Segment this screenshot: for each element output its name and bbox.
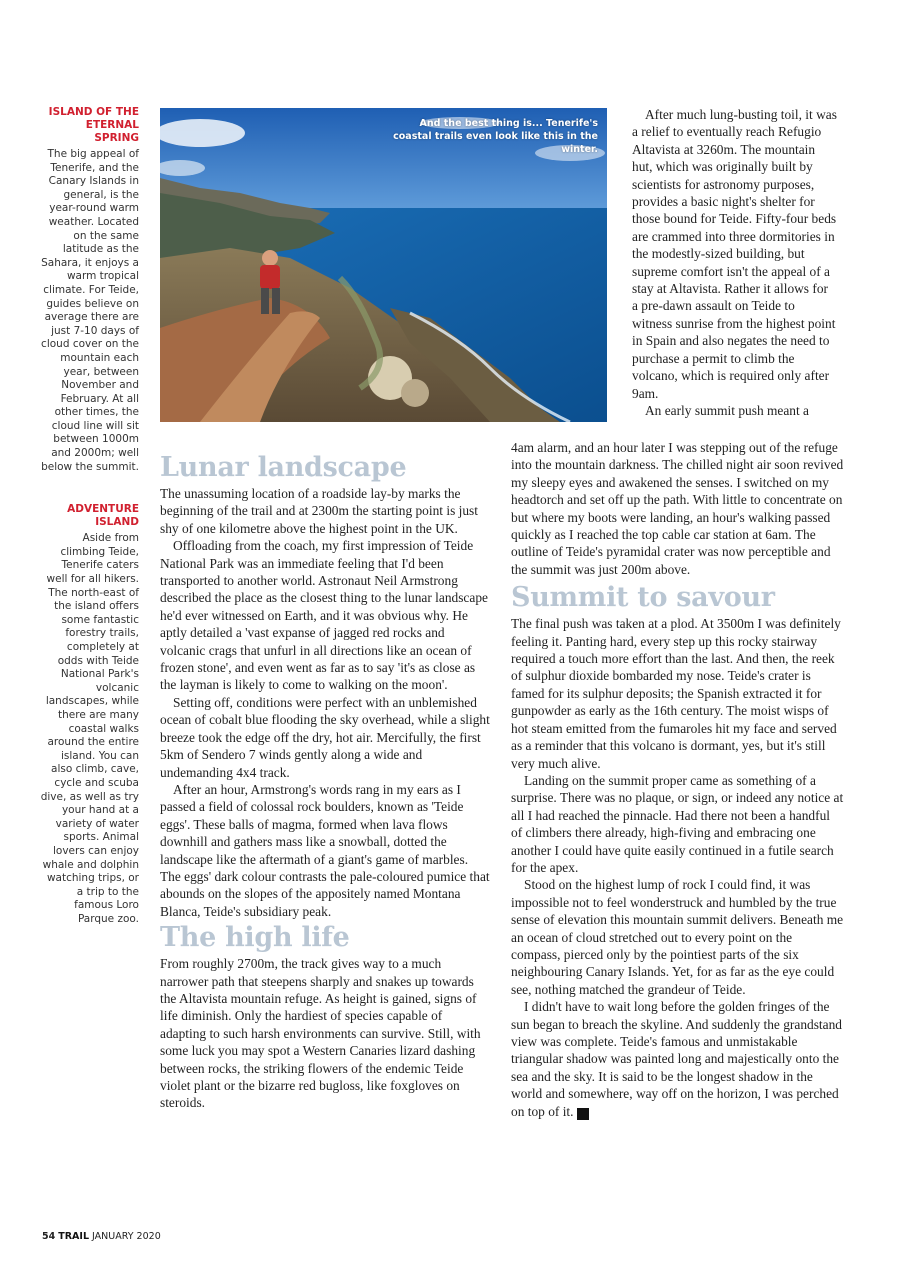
article-paragraph: From roughly 2700m, the track gives way to a much narrower path that steepens sharply and snakes up towards the Altavista mountain refuge. As height is gained, signs of life diminish. Only the hardiest of species capable of adapting to such harsh environments can survive. Still, with some luck you may spot a Western Canaries lizard dashing between rocks, the striking flowers of the endemic Teide violet plant or the bizarre red bugloss, like foxgloves on steroids.	[160, 956, 481, 1111]
article-right-column	[511, 439, 844, 1120]
article-paragraph: The unassuming location of a roadside lay-by marks the beginning of the trail and at 2300m the starting point is just shy of one kilometre above the highest point in the UK.	[160, 486, 478, 536]
sidebar-text: The big appeal of Tenerife, and the Canary Islands in general, is the year-round warm weather. Located on the same latitude as the Sahara, it enjoys a warm tropical climate. For Teide, guides believe on average there are just 7-10 days of cloud cover on the mountain each year, between November and February. At all other times, the cloud line will sit between 1000m and 2000m; well below the summit.	[41, 148, 139, 473]
page-footer	[42, 1231, 161, 1242]
sidebar-title	[40, 106, 139, 145]
sidebar-title-line: ISLAND OF THE	[48, 106, 139, 118]
magazine-name: TRAIL	[58, 1231, 90, 1242]
article-paragraph-text: I didn't have to wait long before the golden fringes of the sun began to breach the skyline. And suddenly the grandstand view was complete. Teide's famous and unmistakable triangular shadow was painted long and majestically onto the sea and the sky. It is said to be the longest shadow in the world and somewhere, way off on the horizon, I was perched on top of it.	[511, 999, 842, 1119]
article-paragraph: Landing on the summit proper came as something of a surprise. There was no plaque, or sign, or indeed any notice at all I had reached the pinnacle. Had there not been a handful of climbers there already, high-fiving and embracing one another I could have quite easily continued in a futile search for the apex.	[511, 772, 844, 875]
article-paragraph: Stood on the highest lump of rock I could find, it was impossible not to feel wonderstruck and humbled by the true sense of elevation this mountain summit delivers. Beneath me an ocean of cloud stretched out to every point on the compass, pierced only by the pointiest parts of the six neighbouring Canary Islands. Yet, for as far as the eye could see, nothing matched the grandeur of Teide.	[511, 877, 844, 997]
sidebar	[40, 106, 139, 926]
article-paragraph	[511, 998, 844, 1120]
article-paragraph: An early summit push meant a	[645, 402, 810, 418]
sidebar-block-eternal-spring	[40, 106, 139, 474]
sidebar-title	[40, 503, 139, 529]
sidebar-text: Aside from climbing Teide, Tenerife caters well for all hikers. The north-east of the island offers some fantastic forestry trails, completely at odds with Teide National Park's volcanic landscapes, while there are many coastal walks around the entire island. You can also climb, cave, cycle and scuba dive, as well as try your hand at a variety of water sports. Animal lovers can enjoy whale and dolphin watching trips, or a trip to the famous Loro Parque zoo.	[40, 532, 139, 925]
article-right-top	[632, 106, 837, 419]
issue-date: JANUARY 2020	[92, 1231, 161, 1242]
article-paragraph: Offloading from the coach, my first impression of Teide National Park was an immediate feeling that I'd been transported to another world. Astronaut Neil Armstrong described the place as the closest thing to the lunar landscape he'd ever witnessed on Earth, and it was obvious why. He aptly detailed a 'vast expanse of jagged red rocks and volcanic crags that unfurl in all directions like an ocean of frozen stone', and even went as far as to say 'it's as close as the layman is likely to come to walking on the moon'.	[160, 538, 488, 693]
section-heading-lunar-landscape: Lunar landscape	[160, 452, 407, 483]
sidebar-title-line: ADVENTURE	[67, 503, 139, 516]
sidebar-title-line: ISLAND	[95, 516, 139, 529]
photo-caption: And the best thing is... Tenerife's coastal trails even look like this in the winter.	[393, 118, 598, 155]
section-heading-summit-to-savour: Summit to savour	[511, 582, 775, 614]
article-middle-column	[160, 451, 490, 1112]
sidebar-title-line: ETERNAL SPRING	[85, 119, 139, 144]
article-paragraph: The final push was taken at a plod. At 3500m I was definitely feeling it. Panting hard, every step up this rocky stairway required a touch more effort than the last. And then, the reek of sulphur dioxide bombarded my nose. Teide's crater is famed for its sulphur deposits; the Spanish extracted it for gunpowder as early as the 16th century. The moist wisps of hot steam emitted from the fumaroles hit my face and served as a reminder that this volcano is dormant, yes, but it's still very much alive.	[511, 616, 841, 771]
page-number: 54	[42, 1231, 56, 1242]
article-paragraph: After much lung-busting toil, it was a relief to eventually reach Refugio Altavista at 3260m. The mountain hut, which was originally built by scientists for astronomy purposes, provides a basic night's shelter for those bound for Teide. Fifty-four beds are crammed into three dormitories in the modestly-sized building, but supreme comfort isn't the appeal of a stay at Altavista. Rather it allows for a pre-dawn assault on Teide to witness sunrise from the highest point in Spain and also negates the need to purchase a permit to climb the volcano, which is required only after 9am.	[632, 107, 837, 401]
article-paragraph: Setting off, conditions were perfect with an unblemished ocean of cobalt blue flooding the sky overhead, while a slight breeze took the edge off the dry, hot air. Mercifully, the first 5km of Sendero 7 winds gently along a wide and undemanding 4x4 track.	[160, 694, 490, 780]
article-paragraph: After an hour, Armstrong's words rang in my ears as I passed a field of colossal rock boulders, known as 'Teide eggs'. These balls of magma, formed when lava flows downhill and gathers mass like a snowball, dotted the landscape like the aftermath of a giant's game of marbles. The eggs' dark colour contrasts the pale-coloured pumice that abounds on the slopes of the appositely named Montana Blanca, Teide's subsidiary peak.	[160, 781, 490, 919]
trail-end-mark-icon: T	[577, 1108, 589, 1120]
article-paragraph: 4am alarm, and an hour later I was stepping out of the refuge into the mountain darkness. The chilled night air soon revived my sleepy eyes and awakened the senses. I switched on my headtorch and set off up the path. With little to concentrate on but where my boots were landing, an hour's walking passed quickly as I reached the top cable car station at 6am. The outline of Teide's pyramidal crater was now perceptible and the summit was just 200m above.	[511, 440, 844, 577]
sidebar-block-adventure-island	[40, 503, 139, 926]
coastal-trail-photo	[160, 108, 607, 422]
section-heading-high-life: The high life	[160, 922, 350, 954]
